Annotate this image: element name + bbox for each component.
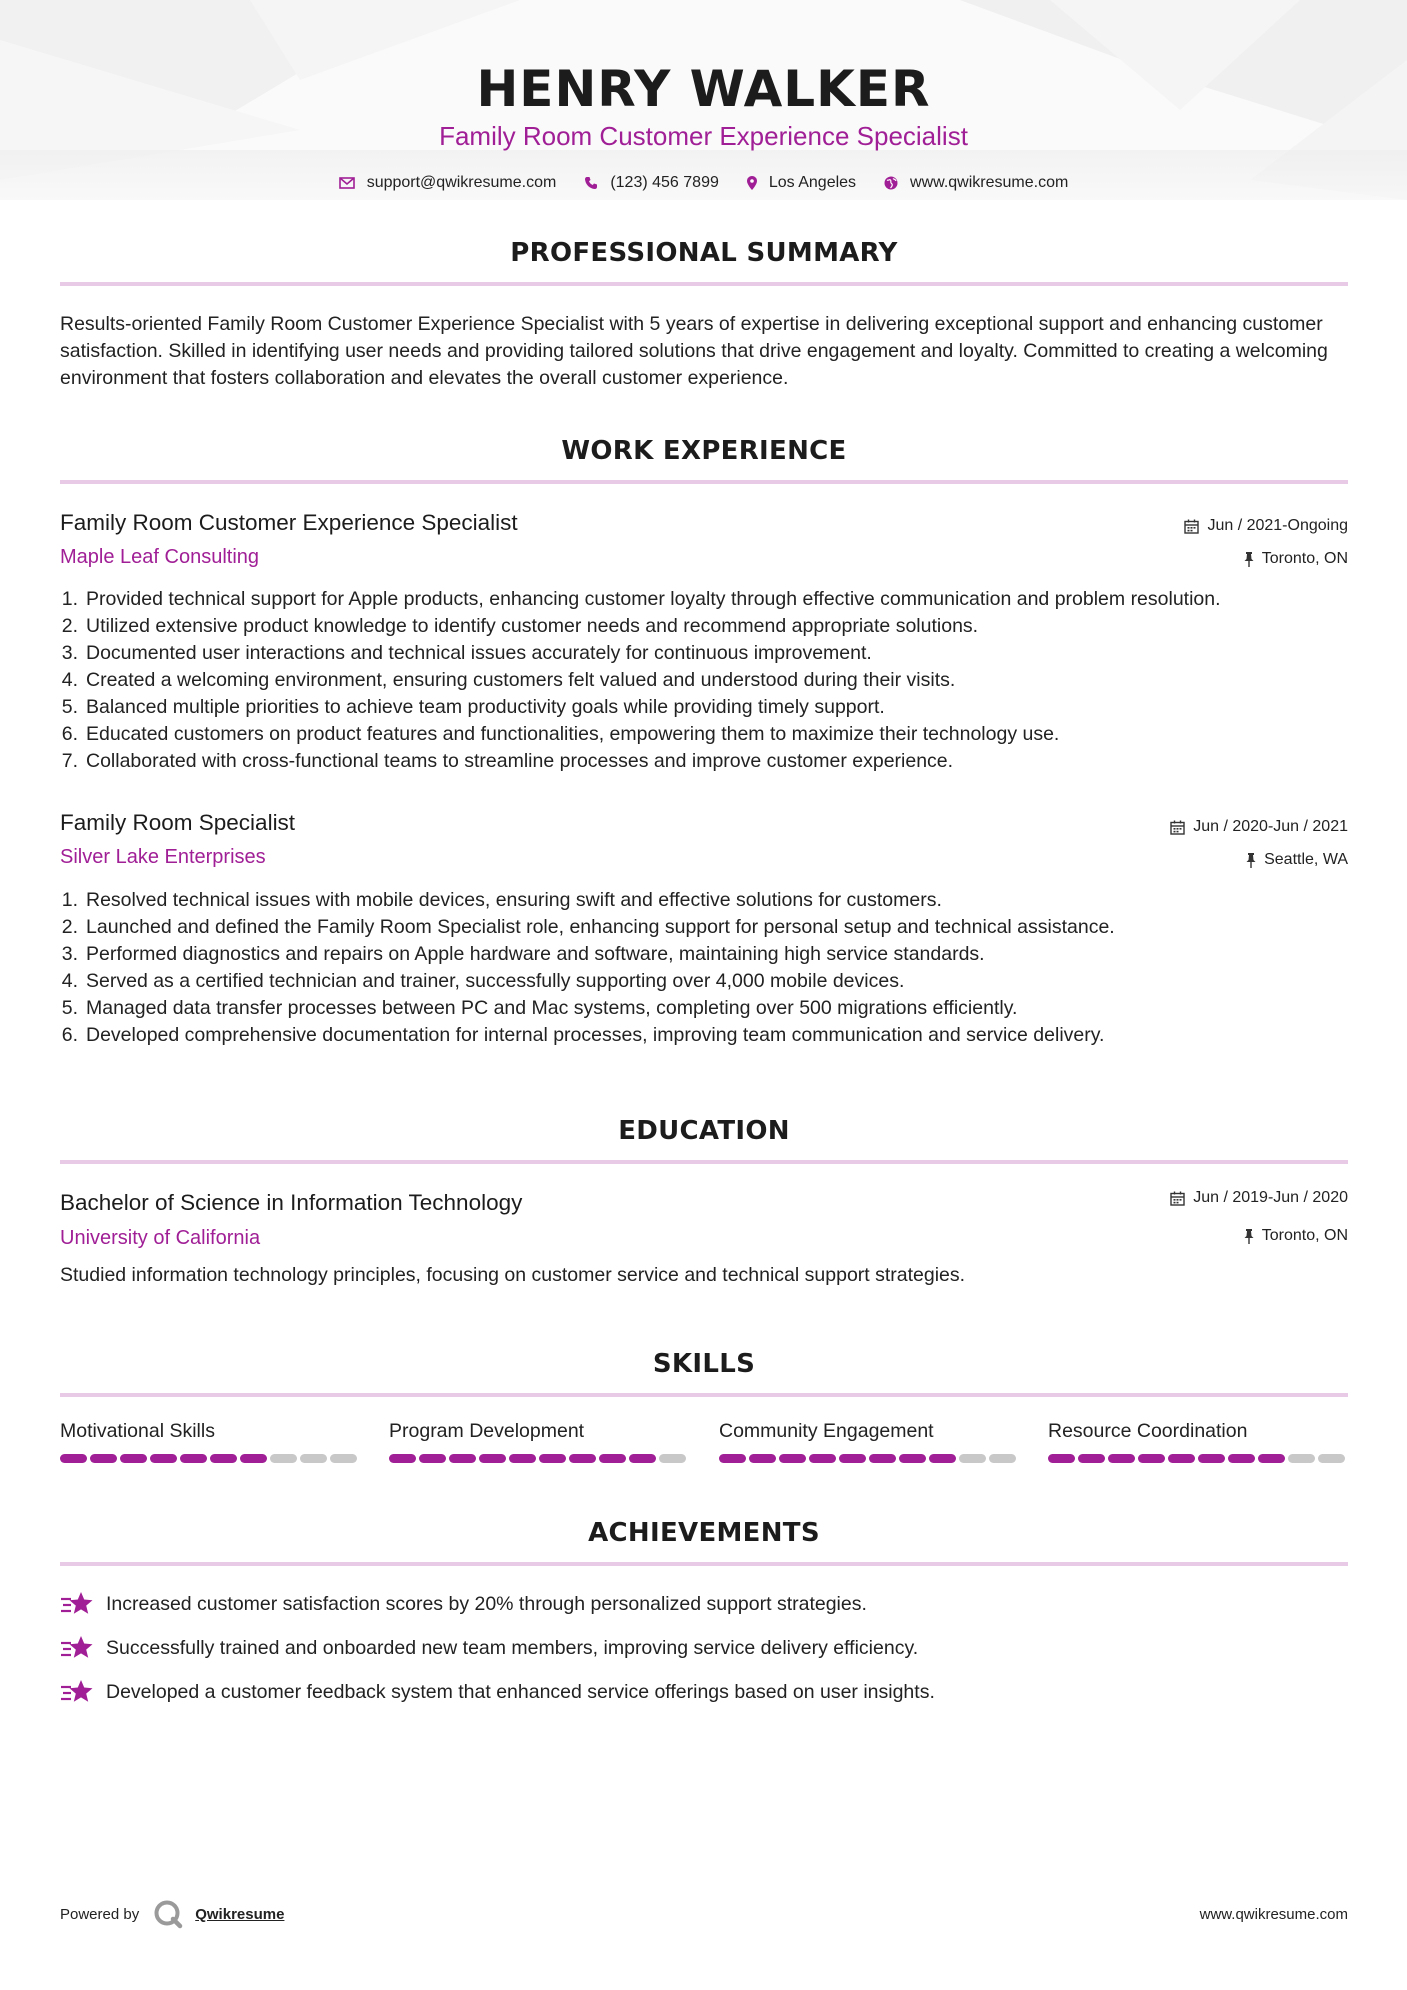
calendar-icon <box>1170 820 1185 835</box>
achievement-text: Increased customer satisfaction scores by 20% through personalized support strategies. <box>106 1592 867 1615</box>
job-dates <box>1184 517 1348 535</box>
achievement-item <box>60 1634 918 1662</box>
experience-divider <box>60 480 1348 484</box>
skill-segment-filled <box>60 1454 87 1463</box>
skill-segment-filled <box>1078 1454 1105 1463</box>
job-company: Maple Leaf Consulting <box>60 546 260 568</box>
powered-by-label: Powered by <box>60 1905 140 1923</box>
skill-segment-filled <box>449 1454 476 1463</box>
pushpin-icon <box>1244 552 1254 567</box>
skill-segment-filled <box>1228 1454 1255 1463</box>
job-title: Family Room Specialist <box>60 810 296 835</box>
contact-location <box>747 174 856 192</box>
achievements-divider <box>60 1562 1348 1566</box>
pushpin-icon <box>1244 1229 1254 1244</box>
achievements-heading: ACHIEVEMENTS <box>588 1518 820 1548</box>
list-item-text: Created a welcoming environment, ensuring customers felt valued and understood during their visits. <box>86 669 956 691</box>
pushpin-icon <box>1246 853 1256 868</box>
skill-segment-filled <box>150 1454 177 1463</box>
skill-segment-filled <box>839 1454 866 1463</box>
skill-segment-filled <box>779 1454 806 1463</box>
skill-segment-filled <box>180 1454 207 1463</box>
skill-segment-empty <box>270 1454 297 1463</box>
skill-segment-filled <box>1048 1454 1075 1463</box>
job-location-text: Toronto, ON <box>1261 550 1348 567</box>
skill-item <box>389 1420 689 1463</box>
skill-segment-empty <box>1318 1454 1345 1463</box>
job-location-text: Seattle, WA <box>1264 851 1348 868</box>
skill-segment-filled <box>240 1454 267 1463</box>
list-item-text: Developed comprehensive documentation for internal processes, improving team communication and service delivery. <box>86 1024 1105 1046</box>
degree-title: Bachelor of Science in Information Technology <box>60 1190 523 1215</box>
skill-segment-filled <box>929 1454 956 1463</box>
list-item-text: Served as a certified technician and trainer, successfully supporting over 4,000 mobile devices. <box>86 970 905 992</box>
job-title: Family Room Customer Experience Specialist <box>60 510 518 535</box>
skill-level-bar <box>389 1454 689 1463</box>
skill-item <box>719 1420 1019 1463</box>
skill-level-bar <box>719 1454 1019 1463</box>
skills-heading: SKILLS <box>652 1349 756 1379</box>
skill-label: Program Development <box>389 1420 585 1442</box>
skill-segment-filled <box>389 1454 416 1463</box>
list-item-text: Resolved technical issues with mobile devices, ensuring swift and effective solutions for customers. <box>86 889 942 911</box>
calendar-icon <box>1184 519 1199 534</box>
skill-segment-filled <box>1168 1454 1195 1463</box>
star-icon <box>60 1634 94 1662</box>
job-location <box>1244 550 1348 568</box>
skill-level-bar <box>60 1454 360 1463</box>
globe-icon <box>884 176 898 190</box>
job-dates-text: Jun / 2021-Ongoing <box>1207 517 1348 534</box>
education-dates <box>1170 1189 1348 1207</box>
summary-heading: PROFESSIONAL SUMMARY <box>510 238 898 268</box>
contact-email-text: support@qwikresume.com <box>366 174 557 191</box>
list-item: 3. Documented user interactions and technical issues accurately for continuous improvement. <box>52 640 1352 667</box>
education-divider <box>60 1160 1348 1164</box>
candidate-name: HENRY WALKER <box>476 60 931 118</box>
skill-segment-empty <box>659 1454 686 1463</box>
calendar-icon <box>1170 1191 1185 1206</box>
list-item: 5. Balanced multiple priorities to achieve team productivity goals while providing timely support. <box>52 694 1352 721</box>
list-item: 2. Utilized extensive product knowledge to identify customer needs and recommend appropriate solutions. <box>52 613 1352 640</box>
summary-text: Results-oriented Family Room Customer Experience Specialist with 5 years of expertise in delivering exceptional support and enhancing customer satisfaction. Skilled in identifying user needs and providing tailored solutions that drive engagement and loyalty. Committed to creating a welcoming environment that fosters collaboration and elevates the overall customer experience. <box>60 313 1328 389</box>
skill-segment-empty <box>1288 1454 1315 1463</box>
skill-segment-filled <box>1198 1454 1225 1463</box>
contact-website-text: www.qwikresume.com <box>910 174 1069 191</box>
skill-segment-filled <box>479 1454 506 1463</box>
contact-location-text: Los Angeles <box>768 174 857 191</box>
education-location-text: Toronto, ON <box>1261 1227 1348 1244</box>
achievement-text: Successfully trained and onboarded new team members, improving service delivery efficiency. <box>106 1636 919 1659</box>
achievement-text: Developed a customer feedback system that enhanced service offerings based on user insights. <box>106 1680 935 1703</box>
list-item: 2. Launched and defined the Family Room Specialist role, enhancing support for personal setup and technical assistance. <box>52 914 1352 941</box>
education-description: Studied information technology principles, focusing on customer service and technical support strategies. <box>60 1264 966 1286</box>
skill-segment-filled <box>509 1454 536 1463</box>
education-dates-text: Jun / 2019-Jun / 2020 <box>1193 1189 1348 1206</box>
contact-website[interactable] <box>884 174 1068 192</box>
list-item-text: Balanced multiple priorities to achieve team productivity goals while providing timely support. <box>86 696 885 718</box>
job-company: Silver Lake Enterprises <box>60 846 266 868</box>
list-item-text: Launched and defined the Family Room Specialist role, enhancing support for personal setup and technical assistance. <box>86 916 1115 938</box>
star-icon <box>60 1678 94 1706</box>
list-item-text: Performed diagnostics and repairs on Apple hardware and software, maintaining high service standards. <box>86 943 985 965</box>
achievement-item <box>60 1590 867 1618</box>
skill-label: Motivational Skills <box>60 1420 215 1442</box>
contact-bar <box>0 174 1407 192</box>
job-bullets <box>52 887 1352 1049</box>
qwikresume-logo-icon <box>153 1899 183 1929</box>
list-item: 5. Managed data transfer processes between PC and Mac systems, completing over 500 migrations efficiently. <box>52 995 1352 1022</box>
skill-segment-filled <box>210 1454 237 1463</box>
job-bullets <box>52 586 1352 775</box>
education-location <box>1244 1227 1348 1245</box>
skill-segment-filled <box>1138 1454 1165 1463</box>
list-item: 4. Created a welcoming environment, ensuring customers felt valued and understood during their visits. <box>52 667 1352 694</box>
skill-segment-filled <box>1258 1454 1285 1463</box>
skill-segment-filled <box>749 1454 776 1463</box>
skill-item <box>60 1420 360 1463</box>
skill-segment-filled <box>1108 1454 1135 1463</box>
skill-segment-empty <box>330 1454 357 1463</box>
skill-segment-filled <box>569 1454 596 1463</box>
experience-heading: WORK EXPERIENCE <box>561 436 847 466</box>
list-item-text: Managed data transfer processes between PC and Mac systems, completing over 500 migrations efficiently. <box>86 997 1018 1019</box>
star-icon <box>60 1590 94 1618</box>
footer-website-link[interactable]: www.qwikresume.com <box>1199 1906 1348 1923</box>
skill-label: Resource Coordination <box>1048 1420 1248 1442</box>
list-item: 6. Educated customers on product features and functionalities, empowering them to maximize their technology use. <box>52 721 1352 748</box>
contact-phone-text: (123) 456 7899 <box>610 174 719 191</box>
summary-divider <box>60 282 1348 286</box>
list-item: 6. Developed comprehensive documentation for internal processes, improving team communication and service delivery. <box>52 1022 1352 1049</box>
contact-phone[interactable] <box>584 174 719 192</box>
job-dates-text: Jun / 2020-Jun / 2021 <box>1193 818 1348 835</box>
skill-segment-filled <box>899 1454 926 1463</box>
skills-divider <box>60 1393 1348 1397</box>
footer-powered-by <box>60 1899 284 1929</box>
skill-segment-filled <box>90 1454 117 1463</box>
phone-icon <box>584 176 598 190</box>
skill-segment-empty <box>300 1454 327 1463</box>
skill-segment-empty <box>959 1454 986 1463</box>
skill-segment-filled <box>539 1454 566 1463</box>
list-item-text: Educated customers on product features and functionalities, empowering them to maximize their technology use. <box>86 723 1060 745</box>
contact-email[interactable] <box>339 174 557 192</box>
job-location <box>1246 851 1348 869</box>
skill-segment-filled <box>419 1454 446 1463</box>
skill-item <box>1048 1420 1348 1463</box>
skill-segment-filled <box>629 1454 656 1463</box>
skill-segment-empty <box>989 1454 1016 1463</box>
list-item: 1. Resolved technical issues with mobile devices, ensuring swift and effective solutions for customers. <box>52 887 1352 914</box>
envelope-icon <box>339 177 355 189</box>
skill-segment-filled <box>599 1454 626 1463</box>
job-dates <box>1170 818 1348 836</box>
list-item-text: Utilized extensive product knowledge to identify customer needs and recommend appropriate solutions. <box>86 615 979 637</box>
map-pin-icon <box>747 176 757 190</box>
achievement-item <box>60 1678 935 1706</box>
qwikresume-link[interactable]: Qwikresume <box>195 1905 285 1923</box>
skill-label: Community Engagement <box>719 1420 934 1442</box>
skill-segment-filled <box>719 1454 746 1463</box>
education-heading: EDUCATION <box>618 1116 790 1146</box>
skill-level-bar <box>1048 1454 1348 1463</box>
list-item: 4. Served as a certified technician and trainer, successfully supporting over 4,000 mobile devices. <box>52 968 1352 995</box>
list-item-text: Collaborated with cross-functional teams to streamline processes and improve customer experience. <box>86 750 954 772</box>
list-item: 7. Collaborated with cross-functional teams to streamline processes and improve customer experience. <box>52 748 1352 775</box>
list-item-text: Provided technical support for Apple products, enhancing customer loyalty through effective communication and problem resolution. <box>86 588 1221 610</box>
school-name: University of California <box>60 1227 261 1249</box>
list-item: 1. Provided technical support for Apple products, enhancing customer loyalty through effective communication and problem resolution. <box>52 586 1352 613</box>
skill-segment-filled <box>120 1454 147 1463</box>
list-item: 3. Performed diagnostics and repairs on Apple hardware and software, maintaining high service standards. <box>52 941 1352 968</box>
skill-segment-filled <box>809 1454 836 1463</box>
candidate-role: Family Room Customer Experience Specialist <box>439 121 968 151</box>
skill-segment-filled <box>869 1454 896 1463</box>
list-item-text: Documented user interactions and technical issues accurately for continuous improvement. <box>86 642 872 664</box>
